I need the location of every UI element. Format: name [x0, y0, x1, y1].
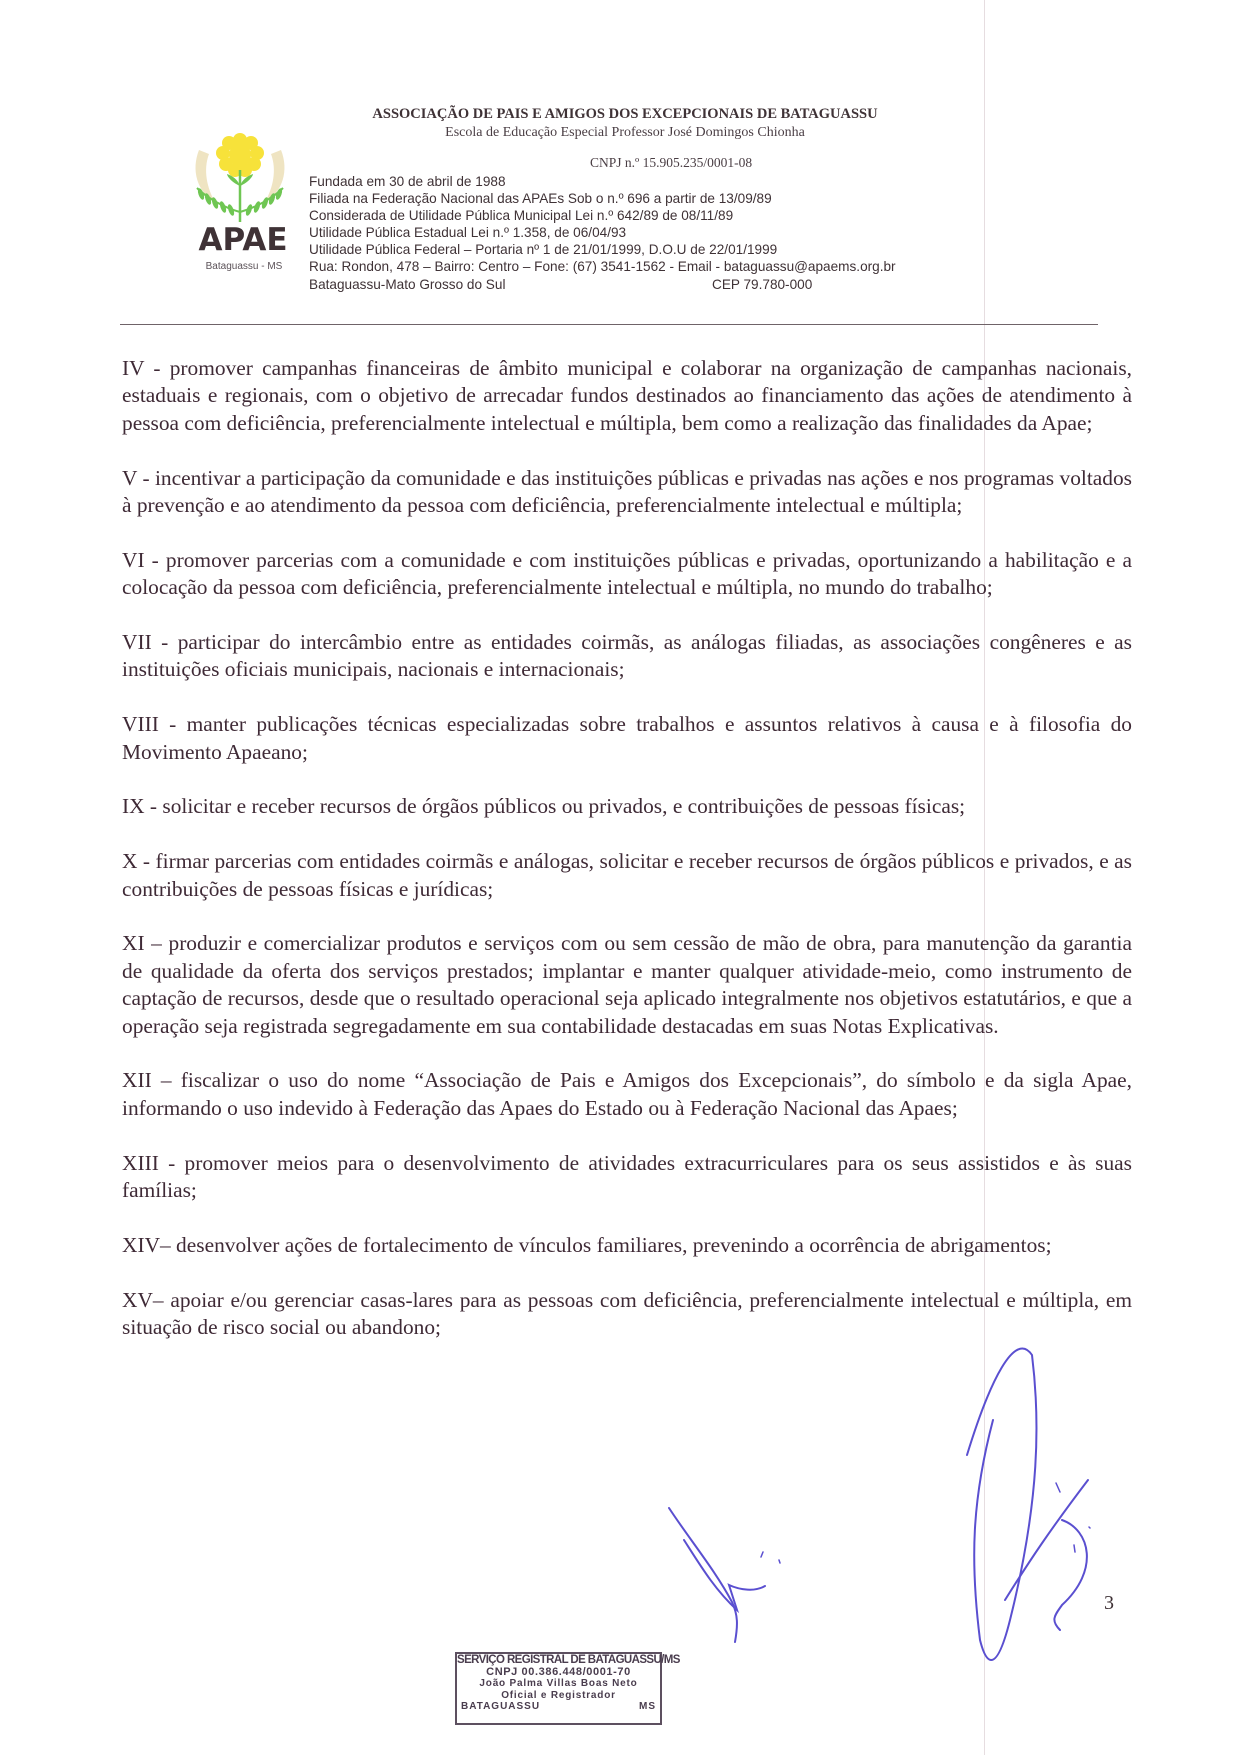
info-line: Utilidade Pública Estadual Lei n.º 1.358, de 06/04/93: [309, 225, 627, 241]
signature-left-mark: [761, 1552, 780, 1563]
signature-left: [669, 1508, 737, 1642]
address-line: [309, 276, 896, 293]
school-name: Escola de Educação Especial Professor José Domingos Chionha: [445, 125, 805, 140]
signature-right-mark: [1056, 1483, 1090, 1552]
info-line: Filiada na Federação Nacional das APAEs Sob o n.º 696 a partir de 13/09/89: [309, 191, 772, 207]
clause-xiv: XIV– desenvolver ações de fortalecimento de vínculos familiares, prevenindo a ocorrência de abrigamentos;: [122, 1232, 1052, 1257]
clause-vii: VII - participar do intercâmbio entre as entidades coirmãs, as análogas filiadas, as associações congêneres e as instituições oficiais municipais, nacionais e internacionais;: [122, 630, 1132, 682]
clause-vi: VI - promover parcerias com a comunidade e com instituições públicas e privadas, oportunizando a habilitação e a colocação da pessoa com deficiência, preferencialmente intelectual e múltipla, no mundo do trabalho;: [122, 547, 1132, 600]
clause-viii: VIII - manter publicações técnicas especializadas sobre trabalhos e assuntos relativos à causa e à filosofia do Movimento Apaeano;: [122, 712, 1132, 764]
stamp-city: BATAGUASSU: [461, 1701, 541, 1712]
stamp-cnpj: CNPJ 00.386.448/0001-70: [486, 1665, 631, 1678]
header-divider: [120, 324, 1098, 325]
document-body: [122, 355, 1132, 1369]
registry-stamp: [455, 1652, 680, 1725]
stamp-officer-title: Oficial e Registrador: [501, 1689, 616, 1701]
clause-v: V - incentivar a participação da comunidade e das instituições públicas e privadas nas ações e nos programas voltados à prevenção e ao atendimento da pessoa com deficiência, preferencialmente intelectual e múltipla;: [122, 465, 1132, 518]
page-number: 3: [1104, 1592, 1114, 1614]
city-state: Bataguassu-Mato Grosso do Sul: [309, 276, 506, 292]
info-line: Utilidade Pública Federal – Portaria nº 1 de 21/01/1999, D.O.U de 22/01/1999: [309, 242, 778, 258]
flower-emblem-icon: [185, 130, 295, 225]
organization-info: [309, 173, 896, 293]
clause-ix: IX - solicitar e receber recursos de órgãos públicos ou privados, e contribuições de pessoas físicas;: [122, 794, 966, 819]
signature-right-k: [1005, 1480, 1088, 1630]
organization-name: ASSOCIAÇÃO DE PAIS E AMIGOS DOS EXCEPCIONAIS DE BATAGUASSU: [372, 106, 878, 122]
clause-xii: XII – fiscalizar o uso do nome “Associação de Pais e Amigos dos Excepcionais”, do símbolo e da sigla Apae, informando o uso indevido à Federação das Apaes do Estado ou à Federação Nacional das Apaes;: [122, 1068, 1132, 1120]
info-line: Rua: Rondon, 478 – Bairro: Centro – Fone: (67) 3541-1562 - Email - bataguassu@apaems.org.br: [309, 259, 896, 275]
info-line: Considerada de Utilidade Pública Municipal Lei n.º 642/89 de 08/11/89: [309, 208, 734, 224]
organization-cnpj: CNPJ n.º 15.905.235/0001-08: [590, 155, 753, 170]
clause-iv: IV - promover campanhas financeiras de âmbito municipal e colaborar na organização de campanhas nacionais, estaduais e regionais, com o objetivo de arrecadar fundos destinados ao financiamento das ações de atendimento à pessoa com deficiência, preferencialmente intelectual e múltipla, bem como a realização das finalidades da Apae;: [122, 356, 1132, 435]
stamp-officer-name: João Palma Villas Boas Neto: [479, 1678, 638, 1689]
postal-code: CEP 79.780-000: [712, 276, 813, 292]
info-line: Fundada em 30 de abril de 1988: [309, 174, 506, 189]
clause-xv: XV– apoiar e/ou gerenciar casas-lares para as pessoas com deficiência, preferencialmente intelectual e múltipla, em situação de risco social ou abandono;: [122, 1287, 1132, 1340]
logo-wordmark: APAE: [198, 222, 288, 258]
clause-xiii: XIII - promover meios para o desenvolvimento de atividades extracurriculares para os seus assistidos e às suas famílias;: [122, 1150, 1132, 1203]
stamp-title: SERVIÇO REGISTRAL DE BATAGUASSU/MS: [457, 1654, 680, 1666]
signature-right-loop: [967, 1348, 1037, 1660]
clause-xi: XI – produzir e comercializar produtos e serviços com ou sem cessão de mão de obra, para manutenção da garantia de qualidade da oferta dos serviços prestados; implantar e manter qualquer atividade-meio, como instrumento de captação de recursos, desde que o resultado operacional seja aplicado integralmente nos objetivos estatutários, e que a operação seja registrada segregadamente em sua contabilidade destacadas em suas Notas Explicativas.: [122, 931, 1132, 1038]
clause-x: X - firmar parcerias com entidades coirmãs e análogas, solicitar e receber recursos de órgãos públicos e privados, e as contribuições de pessoas físicas e jurídicas;: [122, 849, 1132, 901]
logo-city: Bataguassu - MS: [205, 261, 283, 272]
stamp-location: [457, 1701, 660, 1713]
stamp-state: MS: [639, 1701, 656, 1712]
signature-left-loop: [684, 1540, 765, 1610]
apae-logo: [185, 130, 295, 280]
